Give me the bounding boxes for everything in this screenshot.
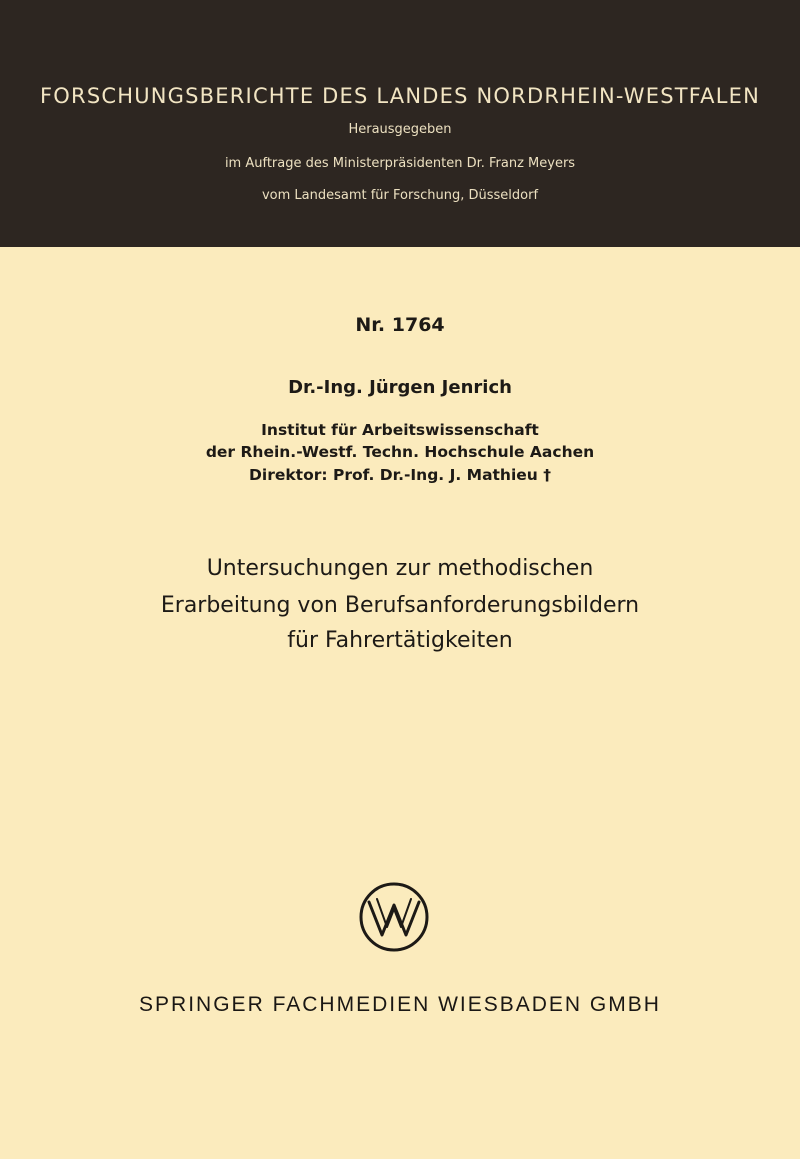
editor-line: Herausgegeben <box>348 122 452 137</box>
book-title-line-1: Untersuchungen zur methodischen <box>206 556 594 581</box>
publisher-logo-icon <box>358 881 430 953</box>
book-title-line-3: für Fahrertätigkeiten <box>287 628 513 653</box>
institute-director-line: Direktor: Prof. Dr.-Ing. J. Mathieu † <box>249 466 551 484</box>
commission-line: im Auftrage des Ministerpräsidenten Dr. Franz Meyers <box>224 156 576 171</box>
book-title-line-2: Erarbeitung von Berufsanforderungsbildern <box>160 593 640 618</box>
series-header-band <box>0 0 800 247</box>
report-number: Nr. 1764 <box>355 314 445 336</box>
author-name: Dr.-Ing. Jürgen Jenrich <box>288 377 512 398</box>
office-line: vom Landesamt für Forschung, Düsseldorf <box>261 188 539 203</box>
institute-line-2: der Rhein.-Westf. Techn. Hochschule Aachen <box>205 443 595 461</box>
institute-line-1: Institut für Arbeitswissenschaft <box>261 421 539 439</box>
series-title: FORSCHUNGSBERICHTE DES LANDES NORDRHEIN-WESTFALEN <box>40 84 760 108</box>
publisher-name: SPRINGER FACHMEDIEN WIESBADEN GMBH <box>139 993 661 1016</box>
